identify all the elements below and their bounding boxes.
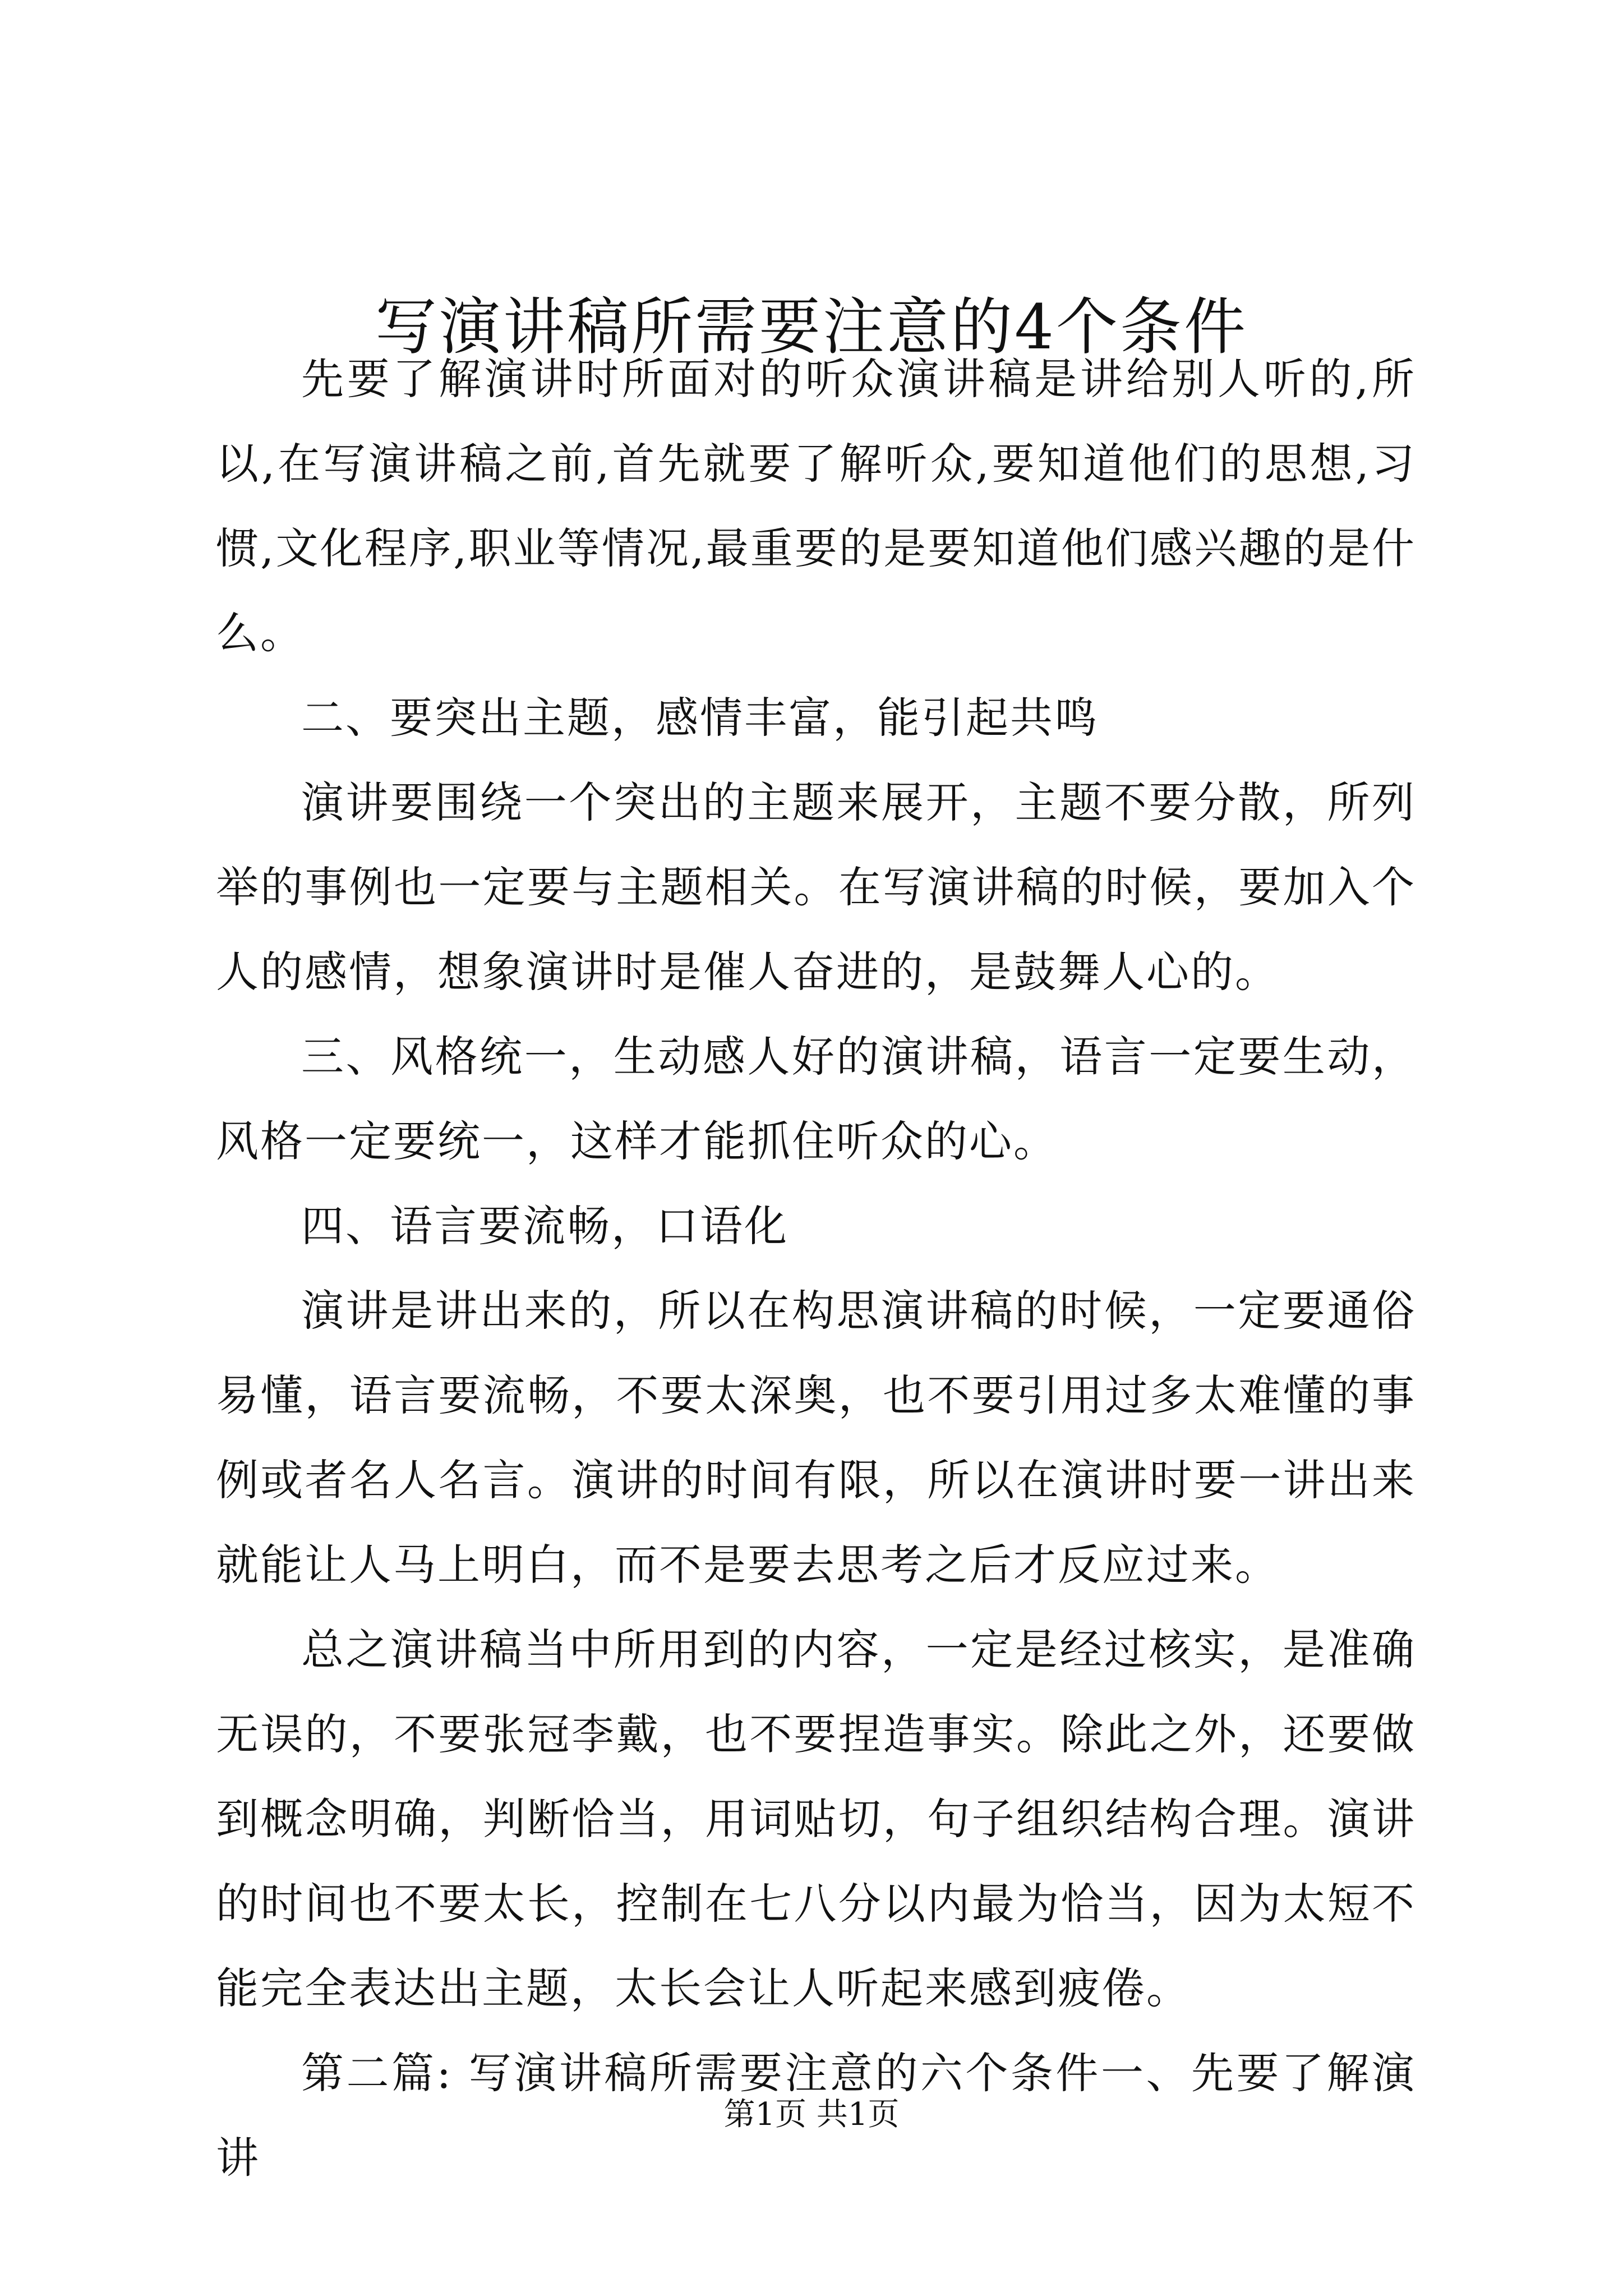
document-body <box>216 337 1416 2200</box>
paragraph: 先要了解演讲时所面对的听众演讲稿是讲给别人听的,所以,在写演讲稿之前,首先就要了解听众,要知道他们的思想,习惯,文化程序,职业等情况,最重要的是要知道他们感兴趣的是什么。 <box>216 354 1416 658</box>
document-title: 写演讲稿所需要注意的4个条件 <box>375 291 1248 363</box>
section-heading: 四、语言要流畅，口语化 <box>301 1201 789 1251</box>
page-footer: 第1页 共1页 <box>723 2096 900 2133</box>
paragraph: 演讲要围绕一个突出的主题来展开，主题不要分散，所列举的事例也一定要与主题相关。在写演讲稿的时候，要加入个人的感情，想象演讲时是催人奋进的，是鼓舞人心的。 <box>216 777 1416 997</box>
paragraph: 总之演讲稿当中所用到的内容，一定是经过核实，是准确无误的，不要张冠李戴，也不要捏造事实。除此之外，还要做到概念明确，判断恰当，用词贴切，句子组织结构合理。演讲的时间也不要太长，控制在七八分以内最为恰当，因为太短不能完全表达出主题，太长会让人听起来感到疲倦。 <box>216 1625 1416 2013</box>
section-heading: 三、风格统一，生动感人好的演讲稿，语言一定要生动，风格一定要统一，这样才能抓住听众的心。 <box>216 1032 1416 1166</box>
paragraph: 演讲是讲出来的，所以在构思演讲稿的时候，一定要通俗易懂，语言要流畅，不要太深奥，也不要引用过多太难懂的事例或者名人名言。演讲的时间有限，所以在演讲时要一讲出来就能让人马上明白，而不是要去思考之后才反应过来。 <box>216 1286 1416 1590</box>
section-heading: 二、要突出主题，感情丰富，能引起共鸣 <box>301 693 1099 743</box>
paragraph: 第二篇: 写演讲稿所需要注意的六个条件一、先要了解演讲 <box>216 2048 1416 2183</box>
